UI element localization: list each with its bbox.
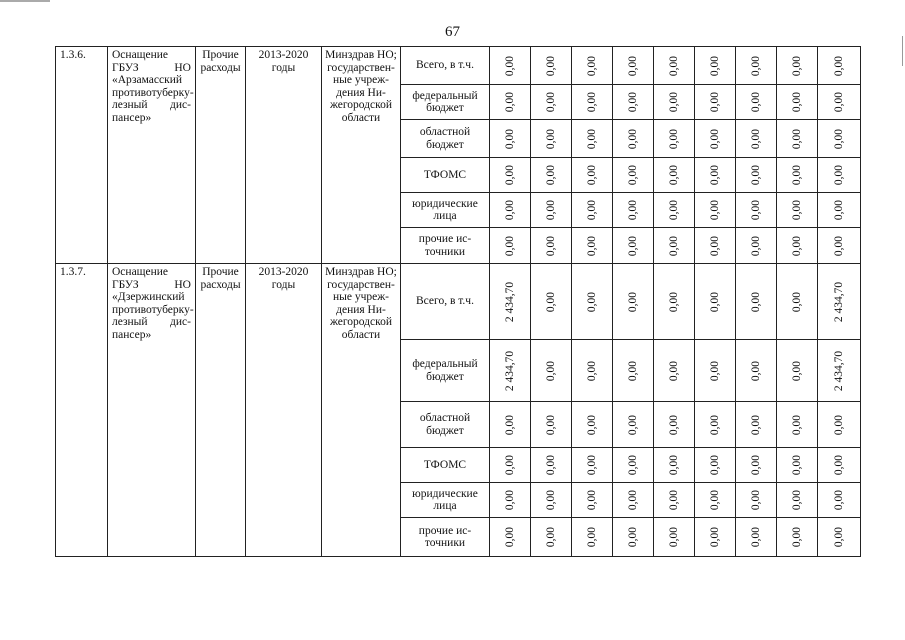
value-text: 0,00 bbox=[749, 360, 762, 381]
value-text: 0,00 bbox=[667, 91, 680, 113]
value-cell bbox=[777, 483, 818, 518]
value-text: 0,00 bbox=[832, 55, 845, 76]
value-text: 0,00 bbox=[832, 128, 845, 149]
value-cell bbox=[613, 340, 654, 402]
value-cell bbox=[818, 228, 861, 264]
page-number: 67 bbox=[445, 24, 460, 40]
value-text: 0,00 bbox=[585, 91, 598, 113]
value-cell bbox=[490, 483, 531, 518]
value-cell bbox=[490, 340, 531, 402]
funding-source: ТФОМС bbox=[401, 448, 490, 483]
value-cell bbox=[613, 402, 654, 448]
value-cell bbox=[572, 402, 613, 448]
value-text: 0,00 bbox=[544, 164, 557, 186]
value-text: 0,00 bbox=[667, 199, 680, 221]
funding-source: юридические лица bbox=[401, 483, 490, 518]
value-text: 0,00 bbox=[790, 199, 803, 221]
value-text: 0,00 bbox=[790, 291, 803, 312]
value-text: 0,00 bbox=[585, 414, 598, 435]
value-cell bbox=[531, 193, 572, 228]
value-cell bbox=[777, 120, 818, 158]
value-text: 0,00 bbox=[544, 91, 557, 113]
value-text: 0,00 bbox=[749, 414, 762, 435]
value-text: 0,00 bbox=[585, 55, 598, 76]
expense-type: Прочие расходы bbox=[196, 264, 246, 557]
value-cell bbox=[818, 448, 861, 483]
value-text: 0,00 bbox=[832, 414, 845, 435]
value-text: 0,00 bbox=[544, 360, 557, 381]
value-cell bbox=[654, 518, 695, 557]
value-text: 0,00 bbox=[832, 454, 845, 476]
value-text: 0,00 bbox=[749, 164, 762, 186]
value-cell bbox=[490, 85, 531, 120]
value-text: 0,00 bbox=[544, 291, 557, 312]
funding-source: федеральный бюджет bbox=[401, 85, 490, 120]
value-text: 0,00 bbox=[544, 526, 557, 548]
value-text: 0,00 bbox=[544, 128, 557, 149]
value-cell bbox=[818, 483, 861, 518]
value-text: 0,00 bbox=[708, 454, 721, 476]
value-text: 0,00 bbox=[790, 489, 803, 511]
value-text: 0,00 bbox=[626, 454, 639, 476]
value-cell bbox=[490, 193, 531, 228]
value-cell bbox=[818, 85, 861, 120]
value-cell bbox=[777, 518, 818, 557]
value-cell bbox=[695, 47, 736, 85]
value-text: 0,00 bbox=[585, 291, 598, 312]
value-cell bbox=[531, 340, 572, 402]
value-text: 0,00 bbox=[790, 128, 803, 149]
value-cell bbox=[695, 483, 736, 518]
value-cell bbox=[777, 158, 818, 193]
value-cell bbox=[572, 47, 613, 85]
value-cell bbox=[818, 158, 861, 193]
value-cell bbox=[490, 402, 531, 448]
value-text: 0,00 bbox=[626, 128, 639, 149]
value-text: 0,00 bbox=[544, 489, 557, 511]
value-cell bbox=[654, 448, 695, 483]
value-text: 0,00 bbox=[749, 199, 762, 221]
value-text: 0,00 bbox=[832, 489, 845, 511]
value-text: 0,00 bbox=[626, 291, 639, 312]
value-text: 0,00 bbox=[832, 164, 845, 186]
value-text: 0,00 bbox=[626, 199, 639, 221]
value-text: 0,00 bbox=[749, 128, 762, 149]
value-text: 0,00 bbox=[585, 360, 598, 381]
value-cell bbox=[695, 158, 736, 193]
value-text: 0,00 bbox=[544, 414, 557, 435]
value-cell bbox=[572, 85, 613, 120]
value-cell bbox=[572, 448, 613, 483]
value-text: 0,00 bbox=[667, 291, 680, 312]
value-text: 0,00 bbox=[708, 235, 721, 256]
value-text: 0,00 bbox=[708, 414, 721, 435]
value-text: 0,00 bbox=[790, 526, 803, 548]
value-cell bbox=[654, 158, 695, 193]
value-cell bbox=[736, 120, 777, 158]
value-cell bbox=[818, 340, 861, 402]
value-cell bbox=[695, 518, 736, 557]
value-text: 0,00 bbox=[708, 164, 721, 186]
value-cell bbox=[531, 158, 572, 193]
value-text: 0,00 bbox=[708, 199, 721, 221]
value-cell bbox=[654, 402, 695, 448]
value-text: 0,00 bbox=[667, 526, 680, 548]
item-name: Оснащение ГБУЗ НО «Дзержинский противотуберкулезный диспансер» bbox=[108, 264, 196, 557]
value-text: 0,00 bbox=[544, 199, 557, 221]
value-cell bbox=[572, 158, 613, 193]
table-row bbox=[56, 264, 861, 340]
budget-table bbox=[55, 46, 861, 557]
value-cell bbox=[695, 228, 736, 264]
value-cell bbox=[777, 402, 818, 448]
value-cell bbox=[531, 402, 572, 448]
value-text: 0,00 bbox=[749, 526, 762, 548]
value-text: 0,00 bbox=[790, 454, 803, 476]
value-text: 0,00 bbox=[626, 414, 639, 435]
value-text: 0,00 bbox=[503, 199, 516, 221]
value-text: 0,00 bbox=[708, 91, 721, 113]
value-text: 0,00 bbox=[503, 91, 516, 113]
value-text: 0,00 bbox=[585, 526, 598, 548]
value-cell bbox=[777, 448, 818, 483]
value-cell bbox=[613, 448, 654, 483]
value-cell bbox=[654, 340, 695, 402]
value-cell bbox=[613, 158, 654, 193]
value-cell bbox=[654, 228, 695, 264]
value-cell bbox=[736, 340, 777, 402]
value-text: 0,00 bbox=[832, 235, 845, 256]
value-cell bbox=[777, 85, 818, 120]
value-text: 0,00 bbox=[503, 454, 516, 476]
funding-source: прочие источники bbox=[401, 228, 490, 264]
value-cell bbox=[736, 47, 777, 85]
item-number: 1.3.7. bbox=[56, 264, 108, 557]
value-cell bbox=[490, 158, 531, 193]
value-text: 0,00 bbox=[790, 235, 803, 256]
value-text: 0,00 bbox=[667, 360, 680, 381]
value-text: 0,00 bbox=[585, 235, 598, 256]
funding-source: Всего, в т.ч. bbox=[401, 47, 490, 85]
value-cell bbox=[531, 120, 572, 158]
value-text: 0,00 bbox=[626, 489, 639, 511]
value-text: 0,00 bbox=[503, 164, 516, 186]
value-cell bbox=[777, 47, 818, 85]
value-cell bbox=[777, 264, 818, 340]
value-cell bbox=[736, 402, 777, 448]
value-text: 2 434,70 bbox=[832, 281, 845, 322]
funding-source: ТФОМС bbox=[401, 158, 490, 193]
value-text: 0,00 bbox=[667, 414, 680, 435]
value-cell bbox=[572, 264, 613, 340]
value-text: 0,00 bbox=[626, 164, 639, 186]
value-cell bbox=[818, 402, 861, 448]
value-cell bbox=[818, 518, 861, 557]
value-text: 0,00 bbox=[832, 91, 845, 113]
value-cell bbox=[736, 264, 777, 340]
value-cell bbox=[654, 85, 695, 120]
value-text: 0,00 bbox=[626, 91, 639, 113]
value-cell bbox=[818, 193, 861, 228]
value-cell bbox=[695, 340, 736, 402]
value-cell bbox=[654, 264, 695, 340]
value-cell bbox=[654, 47, 695, 85]
value-text: 0,00 bbox=[585, 454, 598, 476]
value-text: 0,00 bbox=[790, 91, 803, 113]
value-text: 0,00 bbox=[503, 489, 516, 511]
item-number: 1.3.6. bbox=[56, 47, 108, 264]
value-cell bbox=[654, 120, 695, 158]
value-cell bbox=[613, 47, 654, 85]
value-cell bbox=[572, 228, 613, 264]
value-text: 0,00 bbox=[667, 55, 680, 76]
value-cell bbox=[736, 228, 777, 264]
value-cell bbox=[613, 85, 654, 120]
value-text: 0,00 bbox=[585, 489, 598, 511]
value-text: 0,00 bbox=[503, 128, 516, 149]
value-text: 0,00 bbox=[749, 91, 762, 113]
value-cell bbox=[777, 228, 818, 264]
value-cell bbox=[531, 228, 572, 264]
value-cell bbox=[613, 264, 654, 340]
value-text: 0,00 bbox=[749, 235, 762, 256]
value-cell bbox=[613, 228, 654, 264]
scan-top-mark bbox=[0, 0, 50, 2]
value-text: 0,00 bbox=[708, 291, 721, 312]
value-cell bbox=[818, 264, 861, 340]
value-cell bbox=[490, 518, 531, 557]
value-cell bbox=[490, 264, 531, 340]
value-cell bbox=[818, 120, 861, 158]
value-cell bbox=[736, 158, 777, 193]
value-text: 0,00 bbox=[708, 526, 721, 548]
value-text: 0,00 bbox=[667, 489, 680, 511]
value-cell bbox=[818, 47, 861, 85]
value-text: 0,00 bbox=[626, 55, 639, 76]
value-cell bbox=[736, 193, 777, 228]
value-text: 0,00 bbox=[749, 454, 762, 476]
value-text: 0,00 bbox=[626, 235, 639, 256]
value-text: 0,00 bbox=[585, 164, 598, 186]
value-text: 0,00 bbox=[667, 164, 680, 186]
expense-type: Прочие расходы bbox=[196, 47, 246, 264]
value-cell bbox=[531, 47, 572, 85]
value-text: 0,00 bbox=[544, 235, 557, 256]
value-cell bbox=[654, 193, 695, 228]
value-text: 0,00 bbox=[503, 414, 516, 435]
value-cell bbox=[572, 120, 613, 158]
funding-source: прочие источники bbox=[401, 518, 490, 557]
value-cell bbox=[531, 518, 572, 557]
value-text: 0,00 bbox=[503, 55, 516, 76]
value-cell bbox=[695, 193, 736, 228]
value-cell bbox=[531, 483, 572, 518]
value-text: 0,00 bbox=[503, 526, 516, 548]
funding-source: федеральный бюджет bbox=[401, 340, 490, 402]
value-text: 0,00 bbox=[832, 526, 845, 548]
value-cell bbox=[531, 85, 572, 120]
value-cell bbox=[613, 483, 654, 518]
value-cell bbox=[490, 120, 531, 158]
value-text: 0,00 bbox=[832, 199, 845, 221]
value-text: 0,00 bbox=[790, 414, 803, 435]
value-text: 0,00 bbox=[708, 55, 721, 76]
executor: Минздрав НО; государственные учреждения Нижегородской области bbox=[322, 264, 401, 557]
value-cell bbox=[572, 193, 613, 228]
value-text: 0,00 bbox=[667, 454, 680, 476]
value-cell bbox=[695, 402, 736, 448]
value-text: 0,00 bbox=[544, 454, 557, 476]
value-cell bbox=[695, 85, 736, 120]
value-text: 2 434,70 bbox=[832, 350, 845, 391]
period: 2013-2020 годы bbox=[246, 47, 322, 264]
value-cell bbox=[572, 483, 613, 518]
value-text: 0,00 bbox=[585, 199, 598, 221]
value-cell bbox=[695, 120, 736, 158]
value-cell bbox=[490, 448, 531, 483]
value-text: 0,00 bbox=[626, 360, 639, 381]
value-cell bbox=[695, 264, 736, 340]
value-cell bbox=[531, 448, 572, 483]
value-text: 2 434,70 bbox=[503, 281, 516, 322]
funding-source: юридические лица bbox=[401, 193, 490, 228]
value-cell bbox=[777, 340, 818, 402]
item-name: Оснащение ГБУЗ НО «Арзамасский противотуберкулезный диспансер» bbox=[108, 47, 196, 264]
value-text: 0,00 bbox=[585, 128, 598, 149]
value-cell bbox=[654, 483, 695, 518]
value-text: 0,00 bbox=[544, 55, 557, 76]
value-text: 0,00 bbox=[667, 235, 680, 256]
value-cell bbox=[777, 193, 818, 228]
value-text: 0,00 bbox=[667, 128, 680, 149]
value-text: 0,00 bbox=[790, 360, 803, 381]
table-row bbox=[56, 47, 861, 85]
value-cell bbox=[736, 448, 777, 483]
value-cell bbox=[490, 47, 531, 85]
value-cell bbox=[736, 85, 777, 120]
value-text: 2 434,70 bbox=[503, 350, 516, 391]
value-text: 0,00 bbox=[790, 164, 803, 186]
funding-source: областной бюджет bbox=[401, 120, 490, 158]
value-text: 0,00 bbox=[790, 55, 803, 76]
value-cell bbox=[613, 120, 654, 158]
value-text: 0,00 bbox=[708, 360, 721, 381]
value-text: 0,00 bbox=[626, 526, 639, 548]
value-text: 0,00 bbox=[503, 235, 516, 256]
value-cell bbox=[613, 193, 654, 228]
value-cell bbox=[613, 518, 654, 557]
value-text: 0,00 bbox=[708, 489, 721, 511]
value-cell bbox=[531, 264, 572, 340]
value-cell bbox=[736, 483, 777, 518]
value-cell bbox=[736, 518, 777, 557]
funding-source: Всего, в т.ч. bbox=[401, 264, 490, 340]
value-cell bbox=[490, 228, 531, 264]
period: 2013-2020 годы bbox=[246, 264, 322, 557]
value-text: 0,00 bbox=[749, 489, 762, 511]
value-text: 0,00 bbox=[749, 55, 762, 76]
executor: Минздрав НО; государственные учреждения Нижегородской области bbox=[322, 47, 401, 264]
value-cell bbox=[695, 448, 736, 483]
value-text: 0,00 bbox=[708, 128, 721, 149]
funding-source: областной бюджет bbox=[401, 402, 490, 448]
value-cell bbox=[572, 518, 613, 557]
value-cell bbox=[572, 340, 613, 402]
value-text: 0,00 bbox=[749, 291, 762, 312]
